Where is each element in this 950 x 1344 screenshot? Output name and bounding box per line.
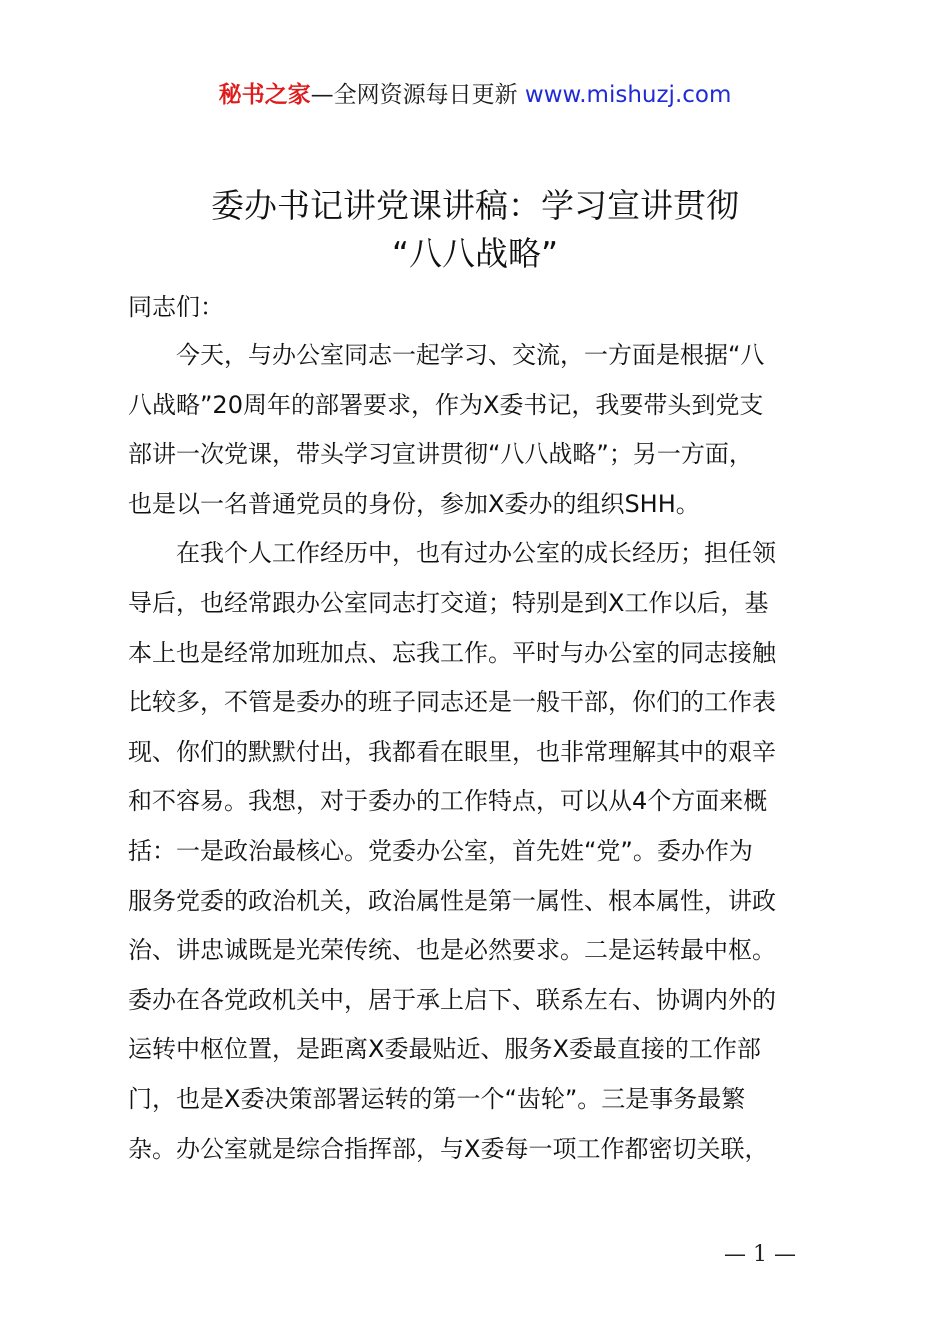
site-banner [0, 76, 950, 114]
paragraph-line: 括：一是政治最核心。党委办公室，首先姓“党”。委办作为 [128, 836, 753, 865]
document-body [128, 283, 834, 1174]
paragraph-line: 也是以一名普通党员的身份，参加X委办的组织SHH。 [128, 489, 700, 518]
paragraph-line: 八战略”20周年的部署要求，作为X委书记，我要带头到党支 [128, 390, 764, 419]
document-title-line-1: 委办书记讲党课讲稿：学习宣讲贯彻 [211, 186, 739, 225]
paragraph-line: 比较多，不管是委办的班子同志还是一般干部，你们的工作表 [128, 688, 776, 717]
paragraph-line: 导后，也经常跟办公室同志打交道；特别是到X工作以后，基 [128, 588, 769, 617]
paragraph-line: 运转中枢位置，是距离X委最贴近、服务X委最直接的工作部 [128, 1035, 761, 1064]
paragraph-line: 服务党委的政治机关，政治属性是第一属性、根本属性，讲政 [128, 886, 776, 915]
paragraph-2 [128, 529, 834, 1174]
paragraph-line: 在我个人工作经历中，也有过办公室的成长经历；担任领 [128, 539, 776, 568]
paragraph-line: 今天，与办公室同志一起学习、交流，一方面是根据“八 [128, 341, 765, 369]
website-link[interactable]: www.mishuzj.com [524, 82, 732, 108]
paragraph-line: 和不容易。我想，对于委办的工作特点，可以从4个方面来概 [128, 787, 768, 816]
banner-tagline: —全网资源每日更新 [310, 82, 518, 108]
paragraph-line: 本上也是经常加班加点、忘我工作。平时与办公室的同志接触 [128, 638, 776, 667]
page-number: — 1 — [724, 1242, 796, 1267]
paragraph-1 [128, 331, 834, 529]
paragraph-line: 治、讲忠诚既是光荣传统、也是必然要求。二是运转最中枢。 [128, 936, 776, 965]
salutation: 同志们： [128, 293, 224, 321]
paragraph-line: 门，也是X委决策部署运转的第一个“齿轮”。三是事务最繁 [128, 1084, 746, 1113]
brand-name: 秘书之家 [218, 82, 311, 108]
paragraph-line: 部讲一次党课，带头学习宣讲贯彻“八八战略”；另一方面， [128, 440, 753, 469]
paragraph-line: 委办在各党政机关中，居于承上启下、联系左右、协调内外的 [128, 985, 776, 1014]
paragraph-line: 现、你们的默默付出，我都看在眼里，也非常理解其中的艰辛 [128, 737, 776, 766]
document-title-line-2: “八八战略” [391, 234, 559, 273]
paragraph-line: 杂。办公室就是综合指挥部，与X委每一项工作都密切关联， [128, 1134, 769, 1163]
